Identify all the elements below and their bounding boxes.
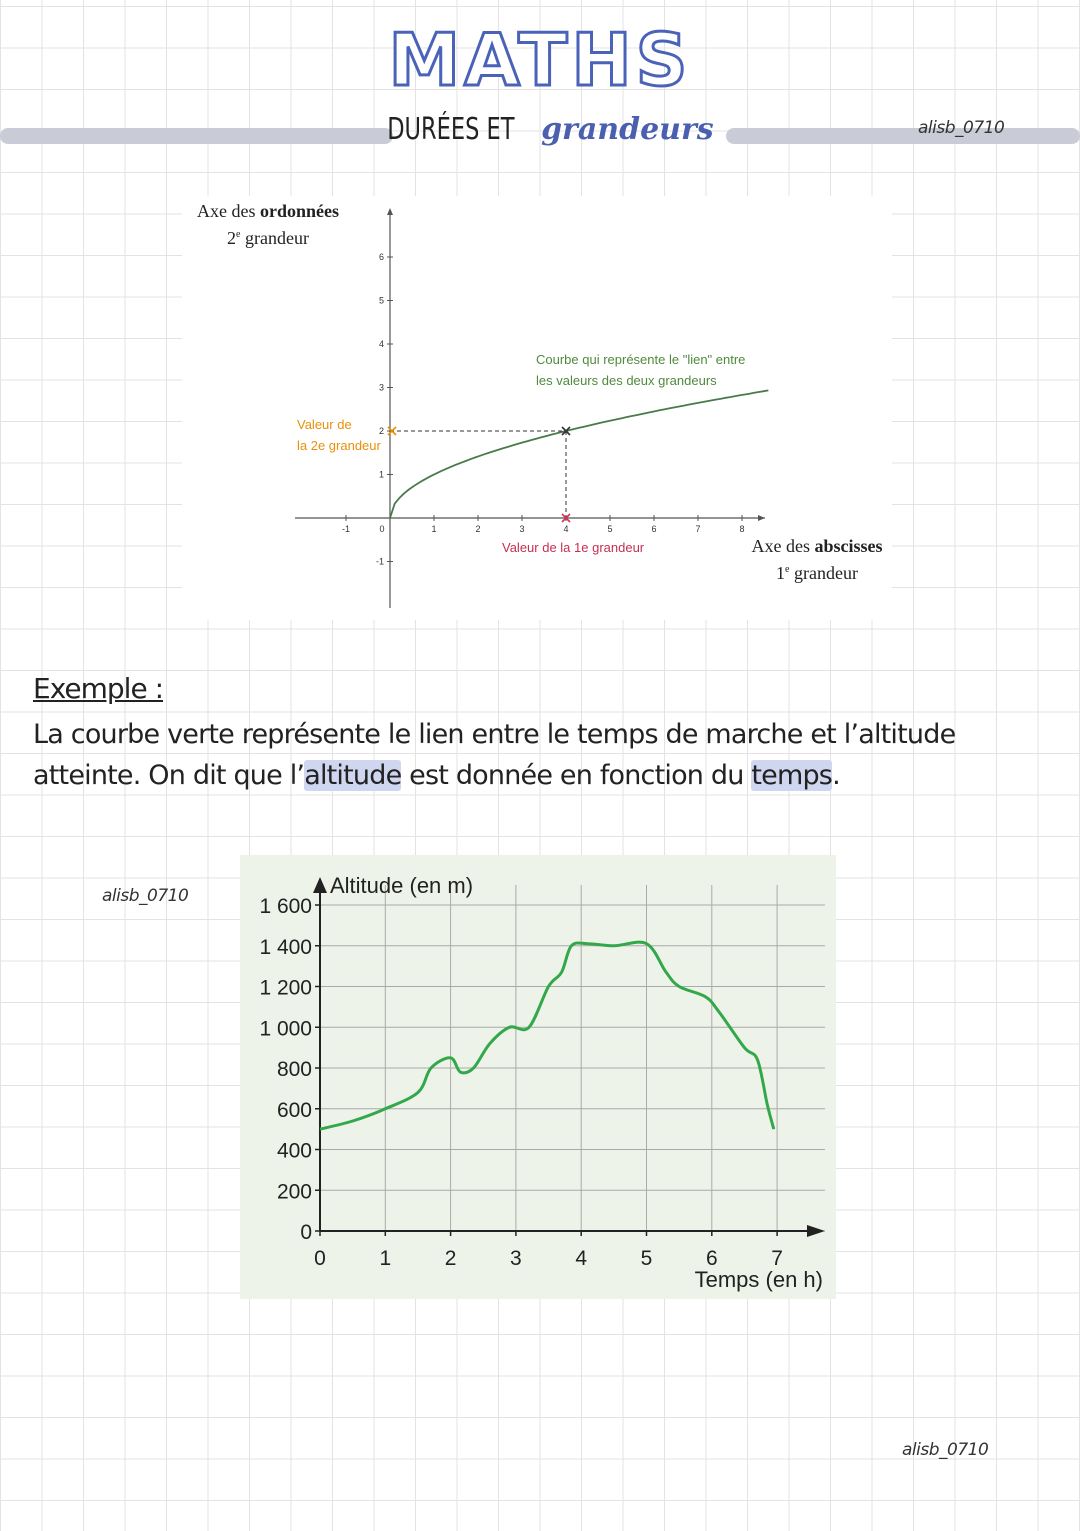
x-tick-label: 1: [431, 524, 437, 534]
altitude-curve: [320, 942, 774, 1129]
x-tick-label: 6: [705, 1247, 718, 1270]
credit-header: alisb_0710: [918, 118, 1005, 138]
x-tick-label: 3: [510, 1247, 522, 1270]
x-axis-sub-rest: grandeur: [793, 563, 858, 583]
x-tick-label: 1: [379, 1247, 392, 1270]
y-tick-label: 1 200: [259, 976, 312, 1000]
x-tick-label: 0: [379, 524, 385, 534]
credit-left: alisb_0710: [102, 886, 189, 906]
y-axis-arrow: [387, 208, 393, 215]
x-axis-sub: 1: [776, 563, 786, 583]
y-tick-label: 2: [378, 426, 384, 436]
x-axis-caption-b: abscisses: [814, 536, 883, 556]
x-tick-label: 3: [519, 524, 525, 534]
y-axis-caption-b: ordonnées: [259, 201, 339, 221]
y-tick-label: 800: [276, 1058, 312, 1081]
y-axis-title: Altitude (en m): [330, 873, 474, 898]
x-axis-sub-sup: e: [785, 564, 790, 575]
y-axis-sub-sup: e: [236, 229, 241, 240]
example-line-2: [33, 755, 1033, 796]
highlight-altitude: altitude: [304, 760, 402, 791]
y-tick-label: 5: [378, 295, 384, 306]
axes-diagram: [280, 200, 780, 620]
x-tick-label: 2: [475, 524, 481, 534]
x-tick-label: 5: [640, 1247, 653, 1270]
curve-line: [390, 390, 768, 518]
highlight-temps: temps: [751, 760, 833, 791]
x-tick-label: 0: [314, 1247, 326, 1270]
y-tick-label: -1: [375, 556, 384, 567]
example-line-2-a: atteinte. On dit que l’: [33, 760, 305, 791]
y-tick-label: 600: [276, 1098, 312, 1122]
y-tick-label: 200: [276, 1180, 312, 1204]
y-tick-label: 3: [378, 382, 384, 393]
y-axis-sub-rest: grandeur: [244, 228, 309, 248]
y-tick-label: 6: [378, 252, 384, 262]
y-tick-label: 1 600: [259, 895, 312, 918]
example-body: [33, 714, 1033, 796]
example-line-2-b: est donnée en fonction du: [401, 760, 752, 791]
y-axis-sub: 2: [227, 228, 237, 248]
subtitle-script: grandeurs: [541, 112, 714, 147]
y-tick-label: 1: [378, 469, 384, 480]
page-title: MATHS: [388, 18, 692, 102]
x-tick-label: -1: [341, 524, 351, 534]
y-tick-label: 0: [300, 1221, 312, 1244]
example-line-1: La courbe verte représente le lien entre le temps de marche et l’altitude: [33, 719, 956, 750]
x-axis-arrow: [807, 1225, 825, 1237]
y-value-label-line-2: la 2e grandeur: [297, 438, 381, 453]
curve-note-line-1: Courbe qui représente le "lien" entre: [536, 352, 746, 367]
x-tick-label: 6: [651, 524, 657, 534]
x-axis-caption-a: Axe des: [751, 536, 810, 556]
x-tick-label: 7: [771, 1247, 783, 1270]
example-title: Exemple :: [33, 672, 164, 705]
x-tick-label: 4: [575, 1247, 588, 1270]
credit-bottom: alisb_0710: [902, 1440, 989, 1460]
x-tick-label: 5: [607, 524, 613, 534]
x-tick-label: 7: [695, 524, 701, 534]
y-tick-label: 1 400: [259, 935, 312, 959]
x-tick-label: 8: [739, 524, 745, 534]
x-tick-label: 4: [563, 524, 569, 534]
altitude-chart: [240, 855, 836, 1299]
y-tick-label: 1 000: [259, 1017, 312, 1041]
y-axis-arrow: [313, 877, 327, 893]
curve-note-line-2: les valeurs des deux grandeurs: [536, 373, 717, 388]
subtitle-plain: DURÉES ET: [387, 112, 515, 147]
x-axis-title: Temps (en h): [694, 1267, 823, 1292]
y-axis-caption-a: Axe des: [197, 201, 256, 221]
x-axis-arrow: [758, 515, 765, 521]
y-tick-label: 4: [378, 339, 384, 349]
y-value-label-line-1: Valeur de: [297, 417, 352, 432]
y-tick-label: 400: [276, 1139, 312, 1163]
x-tick-label: 2: [444, 1247, 457, 1270]
x-value-label: Valeur de la 1e grandeur: [502, 540, 645, 555]
example-line-2-c: .: [832, 760, 840, 791]
